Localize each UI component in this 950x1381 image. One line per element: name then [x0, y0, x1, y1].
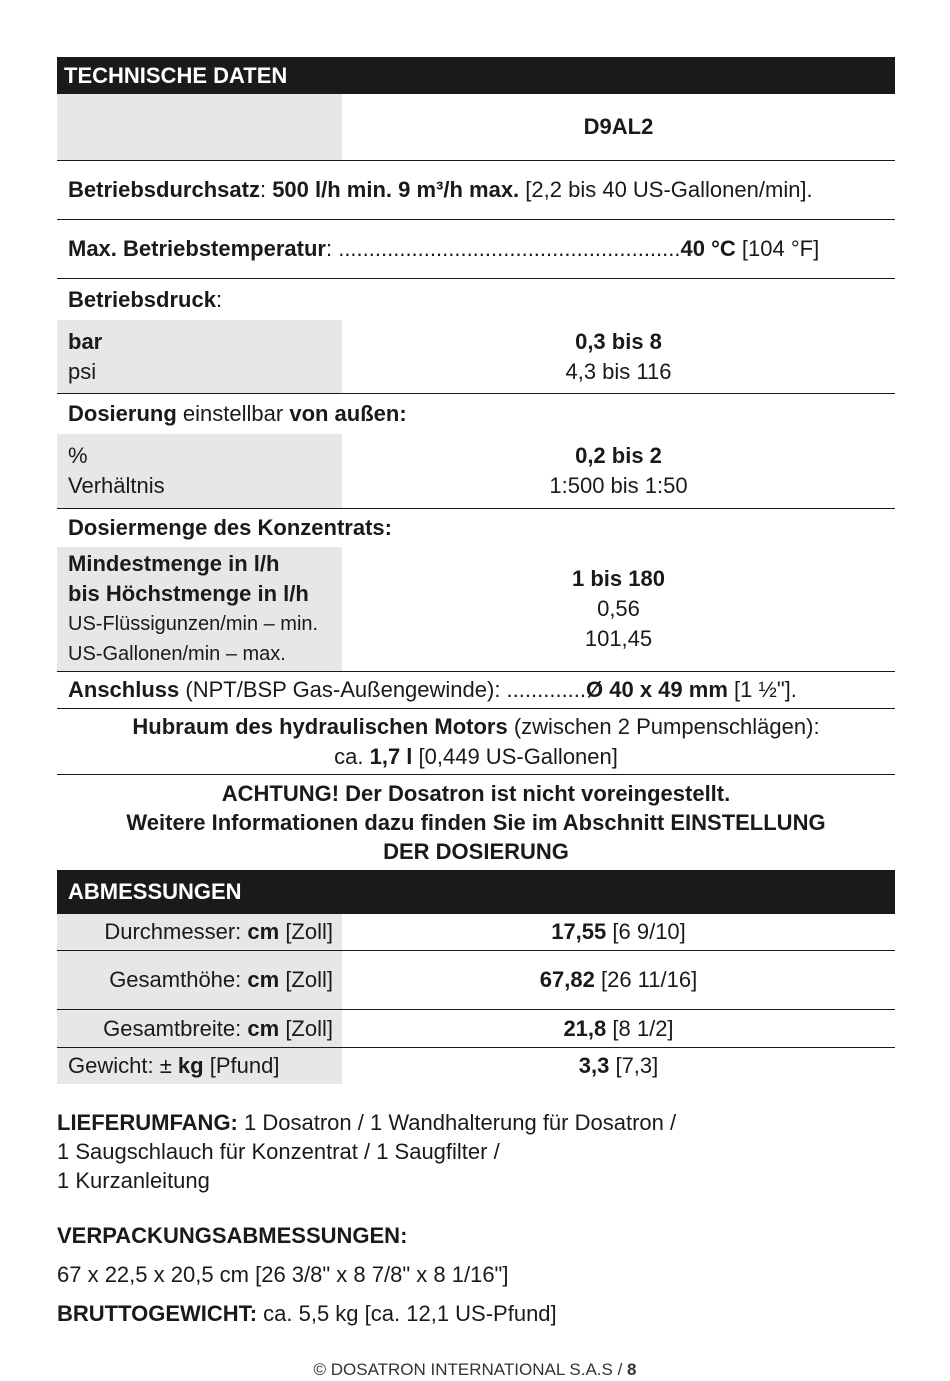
- dosing-value-ratio: 1:500 bis 1:50: [549, 473, 688, 498]
- displacement-row: Hubraum des hydraulischen Motors (zwischen 2 Pumpenschlägen): ca. 1,7 l [0,449 US-Gallonen]: [57, 709, 895, 775]
- displacement-value: 1,7 l: [369, 743, 413, 769]
- displacement-label: Hubraum des hydraulischen Motors: [132, 713, 508, 739]
- pressure-values-row: [57, 320, 895, 394]
- dimensions-table: [57, 914, 895, 1084]
- pressure-value-psi: 4,3 bis 116: [565, 358, 672, 384]
- footer-copyright: © DOSATRON INTERNATIONAL S.A.S /: [313, 1360, 623, 1379]
- pressure-label: Betriebsdruck: [68, 286, 216, 312]
- spec-sheet: [57, 57, 895, 1084]
- model-row: [57, 94, 895, 161]
- throughput-value: 500 l/h min. 9 m³/h max.: [272, 177, 520, 202]
- concentrate-max: bis Höchstmenge in l/h: [68, 581, 309, 606]
- concentrate-values-row: [57, 547, 895, 672]
- throughput-note: [2,2 bis 40 US-Gallonen/min].: [525, 177, 813, 202]
- dimension-row-diameter: Durchmesser: cm [Zoll] 17,55 [6 9/10]: [57, 914, 895, 951]
- packaging-value: 67 x 22,5 x 20,5 cm [26 3/8" x 8 7/8" x 8 1/16"]: [57, 1262, 509, 1287]
- section-header-dimensions: ABMESSUNGEN: [57, 870, 895, 914]
- dosing-unit-ratio: Verhältnis: [68, 473, 165, 498]
- max-temp-note: [104 °F]: [741, 236, 820, 261]
- max-temp-value: 40 °C: [680, 236, 736, 261]
- connection-label: Anschluss: [68, 677, 180, 702]
- packaging-label: VERPACKUNGSABMESSUNGEN:: [57, 1223, 408, 1248]
- throughput-row: Betriebsdurchsatz: 500 l/h min. 9 m³/h max. [2,2 bis 40 US-Gallonen/min].: [57, 161, 895, 220]
- dimension-row-weight: Gewicht: ± kg [Pfund] 3,3 [7,3]: [57, 1048, 895, 1084]
- warning-block: [57, 775, 895, 870]
- gross-weight-label: BRUTTOGEWICHT:: [57, 1301, 258, 1326]
- concentrate-title-row: [57, 509, 895, 547]
- page-footer: [0, 1360, 950, 1380]
- dimension-row-width: Gesamtbreite: cm [Zoll] 21,8 [8 1/2]: [57, 1010, 895, 1048]
- delivery-block: LIEFERUMFANG: 1 Dosatron / 1 Wandhalterung für Dosatron / 1 Saugschlauch für Konzentrat / 1 Saugfilter / 1 Kurzanleitung: [57, 1110, 677, 1193]
- delivery-label: LIEFERUMFANG:: [57, 1110, 238, 1135]
- concentrate-us-gal: US-Gallonen/min – max.: [68, 643, 286, 665]
- connection-row: Anschluss (NPT/BSP Gas-Außengewinde): .............Ø 40 x 49 mm [1 ½"].: [57, 672, 895, 709]
- concentrate-value-gal: 101,45: [584, 626, 653, 651]
- pressure-value-bar: 0,3 bis 8: [575, 328, 662, 354]
- page-number: 8: [627, 1360, 637, 1379]
- dimension-row-height: Gesamthöhe: cm [Zoll] 67,82 [26 11/16]: [57, 951, 895, 1010]
- warning-line-1: ACHTUNG! Der Dosatron ist nicht voreingestellt.: [221, 781, 731, 806]
- warning-line-3: DER DOSIERUNG: [383, 839, 569, 864]
- dosing-title-row: Dosierung einstellbar von außen:: [68, 401, 407, 426]
- dosing-label: Dosierung: [68, 401, 177, 426]
- pressure-unit-bar: bar: [68, 328, 103, 354]
- model-name: D9AL2: [583, 114, 654, 139]
- connection-value: Ø 40 x 49 mm: [586, 677, 728, 702]
- concentrate-value-range: 1 bis 180: [572, 566, 665, 591]
- packaging-block: [57, 1221, 895, 1289]
- max-temp-dots: : ........................................................: [325, 236, 681, 261]
- pressure-title-row: Betriebsdruck:: [68, 286, 223, 312]
- gross-weight-value: ca. 5,5 kg [ca. 12,1 US-Pfund]: [263, 1301, 557, 1326]
- concentrate-min: Mindestmenge in l/h: [68, 551, 280, 576]
- concentrate-us-oz: US-Flüssigunzen/min – min.: [68, 613, 319, 635]
- model-label-cell: [57, 94, 342, 160]
- dosing-unit-percent: %: [68, 443, 88, 468]
- throughput-label: Betriebsdurchsatz: [68, 177, 260, 202]
- concentrate-value-oz: 0,56: [597, 596, 640, 621]
- dosing-values-row: [57, 434, 895, 509]
- pressure-unit-psi: psi: [68, 358, 97, 384]
- concentrate-label: Dosiermenge des Konzentrats:: [68, 515, 392, 540]
- max-temp-label: Max. Betriebstemperatur: [68, 236, 326, 261]
- max-temp-row: [57, 220, 895, 279]
- section-header-technical-data: TECHNISCHE DATEN: [57, 57, 895, 94]
- warning-line-2: Weitere Informationen dazu finden Sie im Abschnitt EINSTELLUNG: [126, 810, 826, 835]
- dosing-value-percent: 0,2 bis 2: [575, 443, 662, 468]
- gross-weight-block: [57, 1299, 895, 1328]
